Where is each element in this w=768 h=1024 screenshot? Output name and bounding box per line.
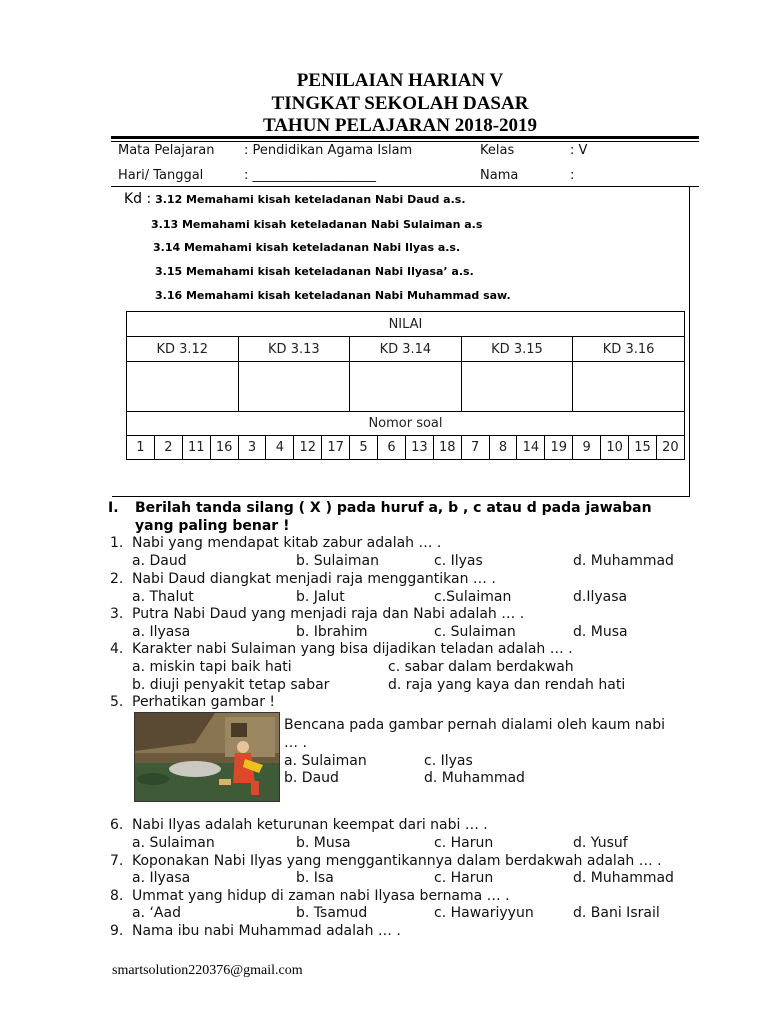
nama-value: : — [570, 168, 575, 183]
option-b[interactable]: b. Musa — [296, 835, 351, 851]
section-instruction-2: yang paling benar ! — [135, 518, 290, 534]
nilai-table — [126, 311, 685, 460]
option-d[interactable]: d. Muhammad — [424, 770, 525, 786]
question-text: Nabi yang mendapat kitab zabur adalah … . — [132, 535, 442, 551]
option-d[interactable]: d.Ilyasa — [573, 589, 628, 605]
hari-value: : ___________________ — [244, 168, 377, 183]
header-rule-thin — [111, 141, 699, 142]
nomor-cell: 16 — [210, 436, 238, 460]
question-number: 7. — [110, 853, 124, 869]
option-a[interactable]: a. Ilyasa — [132, 870, 191, 886]
flood-illustration-icon — [135, 713, 279, 801]
option-b[interactable]: b. diuji penyakit tetap sabar — [132, 677, 330, 693]
nomor-cell: 11 — [182, 436, 210, 460]
footer-email: smartsolution220376@gmail.com — [112, 963, 303, 978]
nomor-cell: 3 — [238, 436, 266, 460]
option-c[interactable]: c. Harun — [434, 870, 494, 886]
q5-prompt: Bencana pada gambar pernah dialami oleh kaum nabi — [284, 717, 666, 733]
question-text: Nama ibu nabi Muhammad adalah … . — [132, 923, 401, 939]
question-text: Nabi Ilyas adalah keturunan keempat dari nabi … . — [132, 817, 488, 833]
option-a[interactable]: a. Ilyasa — [132, 624, 191, 640]
option-d[interactable]: d. Muhammad — [573, 553, 674, 569]
nama-label: Nama — [480, 168, 519, 183]
option-d[interactable]: d. Muhammad — [573, 870, 674, 886]
nomor-soal-label: Nomor soal — [127, 412, 685, 436]
nomor-cell: 13 — [405, 436, 433, 460]
nomor-cell: 8 — [489, 436, 517, 460]
nomor-cell: 19 — [545, 436, 573, 460]
nomor-cell: 12 — [294, 436, 322, 460]
question-number: 6. — [110, 817, 124, 833]
nomor-cell: 5 — [350, 436, 378, 460]
score-cell-3-15[interactable] — [461, 362, 573, 412]
kd-header-3-16: KD 3.16 — [573, 337, 685, 362]
option-a[interactable]: a. Sulaiman — [284, 753, 367, 769]
score-cell-3-16[interactable] — [573, 362, 685, 412]
q5-prompt-cont: … . — [284, 735, 307, 751]
option-c[interactable]: c. Sulaiman — [434, 624, 516, 640]
kelas-value: : V — [570, 143, 588, 158]
question-number: 5. — [110, 694, 124, 710]
option-d[interactable]: d. Yusuf — [573, 835, 628, 851]
option-d[interactable]: d. Bani Israil — [573, 905, 660, 921]
option-b[interactable]: b. Ibrahim — [296, 624, 368, 640]
nomor-cell: 14 — [517, 436, 545, 460]
header-title-2: TINGKAT SEKOLAH DASAR — [271, 93, 529, 114]
nilai-title: NILAI — [127, 312, 685, 337]
option-c[interactable]: c. sabar dalam berdakwah — [388, 659, 574, 675]
option-b[interactable]: b. Sulaiman — [296, 553, 379, 569]
kd-box-bottom — [112, 496, 690, 497]
kelas-label: Kelas — [480, 143, 515, 158]
mapel-value: : Pendidikan Agama Islam — [244, 143, 413, 158]
flood-illustration — [134, 712, 280, 802]
kd-header-3-14: KD 3.14 — [350, 337, 462, 362]
option-a[interactable]: a. ‘Aad — [132, 905, 181, 921]
score-cell-3-13[interactable] — [238, 362, 350, 412]
option-b[interactable]: b. Daud — [284, 770, 339, 786]
nomor-cell: 4 — [266, 436, 294, 460]
option-a[interactable]: a. Sulaiman — [132, 835, 215, 851]
nomor-cell: 17 — [322, 436, 350, 460]
score-cell-3-14[interactable] — [350, 362, 462, 412]
kd-item-3-12 — [124, 191, 466, 207]
option-c[interactable]: c. Ilyas — [424, 753, 473, 769]
option-a[interactable]: a. Daud — [132, 553, 187, 569]
option-a[interactable]: a. miskin tapi baik hati — [132, 659, 292, 675]
question-number: 8. — [110, 888, 124, 904]
kd-text: 3.12 Memahami kisah keteladanan Nabi Daud a.s. — [155, 193, 466, 206]
header-rule-thick — [111, 136, 699, 139]
section-instruction-1: Berilah tanda silang ( X ) pada huruf a, b , c atau d pada jawaban — [135, 500, 652, 516]
question-text: Perhatikan gambar ! — [132, 694, 276, 710]
hari-label: Hari/ Tanggal — [118, 168, 204, 183]
kd-item-3-15: 3.15 Memahami kisah keteladanan Nabi Ilyasa’ a.s. — [155, 265, 474, 278]
nomor-cell: 1 — [127, 436, 155, 460]
mapel-label: Mata Pelajaran — [118, 143, 215, 158]
section-numeral: I. — [108, 500, 119, 516]
nomor-cell: 6 — [378, 436, 406, 460]
question-text: Koponakan Nabi Ilyas yang menggantikannya dalam berdakwah adalah … . — [132, 853, 662, 869]
nomor-cell: 9 — [573, 436, 601, 460]
option-c[interactable]: c.Sulaiman — [434, 589, 512, 605]
option-d[interactable]: d. Musa — [573, 624, 628, 640]
question-text: Nabi Daud diangkat menjadi raja menggantikan … . — [132, 571, 496, 587]
option-b[interactable]: b. Isa — [296, 870, 334, 886]
kd-header-3-12: KD 3.12 — [127, 337, 239, 362]
kd-label: Kd : — [124, 191, 152, 207]
nomor-cell: 20 — [656, 436, 684, 460]
option-a[interactable]: a. Thalut — [132, 589, 194, 605]
kd-item-3-14: 3.14 Memahami kisah keteladanan Nabi Ilyas a.s. — [153, 241, 461, 254]
header-title-3: TAHUN PELAJARAN 2018-2019 — [262, 115, 538, 136]
option-c[interactable]: c. Ilyas — [434, 553, 483, 569]
kd-box-right — [689, 186, 690, 497]
kd-item-3-16: 3.16 Memahami kisah keteladanan Nabi Muhammad saw. — [155, 289, 511, 302]
nomor-cell: 7 — [461, 436, 489, 460]
nomor-cell: 15 — [629, 436, 657, 460]
kd-header-3-15: KD 3.15 — [461, 337, 573, 362]
nomor-cell: 2 — [154, 436, 182, 460]
kd-box-top — [111, 186, 699, 187]
nomor-cell: 18 — [433, 436, 461, 460]
question-text: Putra Nabi Daud yang menjadi raja dan Nabi adalah … . — [132, 606, 525, 622]
question-number: 2. — [110, 571, 124, 587]
option-b[interactable]: b. Jalut — [296, 589, 345, 605]
question-text: Ummat yang hidup di zaman nabi Ilyasa bernama … . — [132, 888, 510, 904]
option-c[interactable]: c. Hawariyyun — [434, 905, 534, 921]
question-number: 3. — [110, 606, 124, 622]
question-text: Karakter nabi Sulaiman yang bisa dijadikan teladan adalah … . — [132, 641, 573, 657]
option-c[interactable]: c. Harun — [434, 835, 494, 851]
kd-item-3-13: 3.13 Memahami kisah keteladanan Nabi Sulaiman a.s — [151, 218, 483, 231]
option-d[interactable]: d. raja yang kaya dan rendah hati — [388, 677, 626, 693]
header-title-1: PENILAIAN HARIAN V — [296, 70, 504, 91]
question-number: 9. — [110, 923, 124, 939]
nomor-cell: 10 — [601, 436, 629, 460]
question-number: 4. — [110, 641, 124, 657]
score-cell-3-12[interactable] — [127, 362, 239, 412]
question-number: 1. — [110, 535, 124, 551]
option-b[interactable]: b. Tsamud — [296, 905, 368, 921]
kd-header-3-13: KD 3.13 — [238, 337, 350, 362]
